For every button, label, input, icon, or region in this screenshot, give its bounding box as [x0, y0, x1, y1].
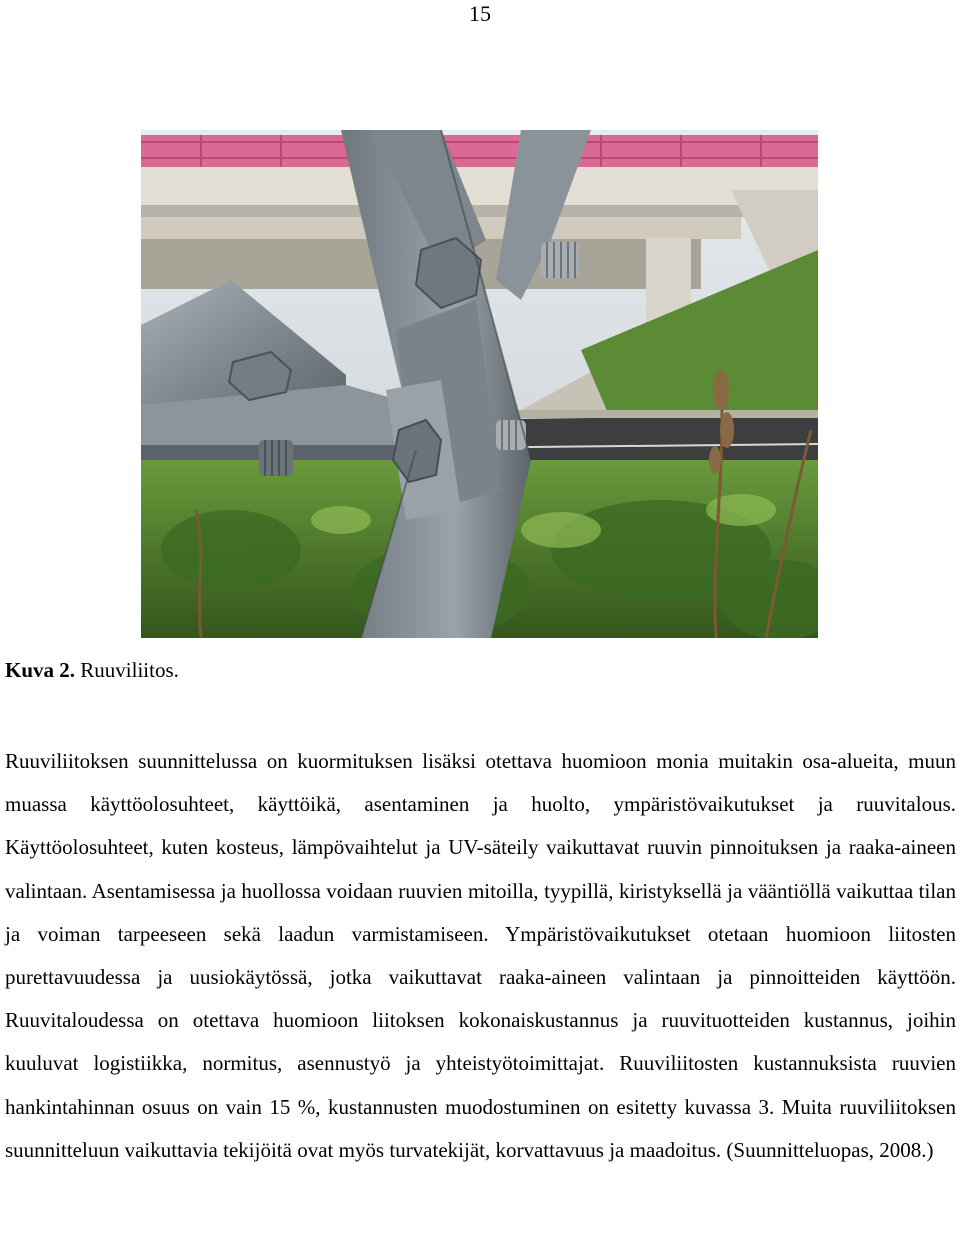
- caption-text: Ruuviliitos.: [75, 658, 179, 682]
- figure-caption: [5, 657, 179, 683]
- page-number: 15: [469, 1, 491, 26]
- bolted-joint-photo-icon: [141, 130, 818, 638]
- caption-label: Kuva 2.: [5, 658, 76, 682]
- body-paragraph: Ruuviliitoksen suunnittelussa on kuormituksen lisäksi otettava huomioon monia muitakin osa-alueita, muun muassa käyttöolosuhteet, käyttöikä, asentaminen ja huolto, ympäristövaikutukset ja ruuvitalous. Käyttöolosuhteet, kuten kosteus, lämpövaihtelut ja UV-säteily vaikuttavat ruuvin pinnoituksen ja raaka-aineen valintaan. Asentamisessa ja huollossa voidaan ruuvien mitoilla, tyypillä, kiristyksellä ja vääntiöllä vaikuttaa tilan ja voiman tarpeeseen sekä laadun varmistamiseen. Ympäristövaikutukset otetaan huomioon liitosten purettavuudessa ja uusiokäytössä, jotka vaikuttavat raaka-aineen valintaan ja pinnoitteiden käyttöön. Ruuvitaloudessa on otettava huomioon liitoksen kokonaiskustannus ja ruuvituotteiden kustannus, joihin kuuluvat logistiikka, normitus, asennustyö ja yhteistyötoimittajat. Ruuviliitosten kustannuksista ruuvien hankintahinnan osuus on vain 15 %, kustannusten muodostuminen on esitetty kuvassa 3. Muita ruuviliitoksen suunnitteluun vaikuttavia tekijöitä ovat myös turvatekijät, korvattavuus ja maadoitus. (Suunnitteluopas, 2008.): [5, 749, 956, 1162]
- figure-photo: [141, 130, 818, 638]
